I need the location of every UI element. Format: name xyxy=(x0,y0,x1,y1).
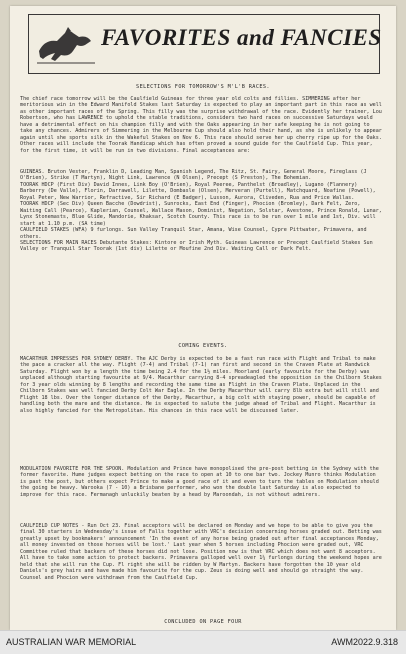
coming-events-heading: COMING EVENTS. xyxy=(178,343,228,349)
selections-heading: SELECTIONS FOR TOMORROW'S M'L'B RACES. xyxy=(136,84,270,90)
modulation-paragraph: MODULATION FAVORITE FOR THE SPOON. Modulation and Prince have monopolised the pre-post betting in the Sydney with the former favorite. Hume judges expect betting on the race to open at 10 to one bar two. Jockey Munro thinks Modulation is past the post, but others expect Prince to make a good race of it and even to turn the tables on Modulation should the going be heavy. Warooka (7 - 10) a Brisbane performer, who won the double last Saturday is also expected to improve for this race. Fermanagh unluckily beaten by a head by Maroondah, is not without admirers. xyxy=(20,466,382,498)
footer-credit: AUSTRALIAN WAR MEMORIAL xyxy=(6,637,137,647)
acceptances-paragraph: GUINEAS. Bruton Vester, Franklin D, Leading Man, Spanish Legend, The Ritz, St. Fairy, General Moore, Fireglass (J O'Brien), Strike (T Martyn), Night Link, Lawrence (N Olsen), Precept (S Preston), The Bohemian. TOORAK HDCP (First Div) David Innes, Link Boy (O'Brien), Royal Peeree, Panthelst (Broadley), Lugano (Flannery) Barberry (De Valle), Florin, Darrawell, Lilette, Dombasle (Olsen), Merveran (Purtell), Matchquard, Noafine (Powell), Royal Peter, New Warrior, Refractive, Sir Richard (E Badger), Lusson, Aurora, Cliveden, Rua and Price Wallas. TOORAK HDCP (Sec Div) Queen Bacche (Dowdrist), Sunrocks, East End (Finger), Phocion (Bromley), Dark Felt, Zero, Waiting Call (Pearce), Kaplerian, Counsel, Wallace Mason, Dominist, Negation, Solstar, Avestone, Prince Ronald, Lunar, Lynx Stonemasts, Blue Glide, Mandorie, Khaksar, Scotch County. This race is to be run over 1 mile and 1st, Div. will start at 1.10 p.m. (SA time) CAULFIELD STAKES (WFA) 9 furlongs. Sun Valley Tranquil Star, Amana, Wise Counsel, Cypre Pittwater, Primavera, and others. SELECTIONS FOR MAIN RACES Debutante Stakes: Kintore or Irish Myth. Guineas Lawrence or Precept Caulfield Stakes Sun Valley or Tranquil Star Toorak (1st div) Lilette or Moufine 2nd Div. Waiting Call or Dark Felt. xyxy=(20,169,382,253)
caulfield-cup-paragraph: CAULFIELD CUP NOTES - Run Oct 23. Final acceptors will be declared on Monday and we hope to be able to give you the final 30 starters in Wednesday's issue of Falls together with VRC's decision concerning horses graded out. Betting was greatly upset by bookmakers' announcement 'In the event of any horse being graded out after final acceptances Monday, all money invested on those horses will be lost.' Last year when 5 horses including Phocion were graded out, VRC Committee ruled that backers of these horses did not lose. Position now is that VRC which does not want 8 acceptors. All have to take some action to protect backers. Primavera galloped well over 1¼ furlongs during the weekend hopes are held that she will run the Cup. Fl right she will be ridden by W Martyn. Backers have forgotten the 10 year old Daniels's grey hairs and have made him favourite for the cup. Zeus is doing well and should go straight the way. Counsel and Phocion were withdrawn from the Caulfield Cup. xyxy=(20,523,385,581)
newsletter-page xyxy=(10,6,396,630)
masthead xyxy=(28,14,380,74)
masthead-title: FAVORITES and FANCIES xyxy=(101,25,382,50)
footer-reference: AWM2022.9.318 xyxy=(331,637,398,647)
racehorse-icon xyxy=(35,21,97,67)
continued-note: CONCLUDED ON PAGE FOUR xyxy=(164,619,242,625)
macarthur-paragraph: MACARTHUR IMPRESSES FOR SYDNEY DERBY. The AJC Derby is expected to be a fast run race with Flight and Tribal to make the pace a cracker all the way. Flight (7-4) and Tribal (7-1) ran first and second in the Craven Plate at Randwick Saturday. Flight won by a length the time being 2.4 for the 1½ miles. Moorland (early favourite for the Derby) was unplaced although starting favourite at 9/4. Macarthur carrying 8-4 spreadeagled the opposition in the Chilborn Stakes for 3 year olds winning by 8 lengths and recording the same time as Flight in the Craven Plate. Unplaced in the Chilborn Stakes was well fancied Derby Colt War Eagle. In the Derby Macarthur will carry 8lb extra but will still and Flight 18 lbs. Over the longer distance of the Derby, Macarthur, a big colt with staying power, should be capable of handling both the mare and the distance. He is expected to salute the judge ahead of Tribal and Flight. Macarthur is also highly fancied for the Metropolitan. His chances in this race will be discussed later. xyxy=(20,356,385,414)
footer-bar xyxy=(0,630,406,654)
intro-paragraph: The chief race tomorrow will be the Caulfield Guineas for three year old colts and fillies. SIMMERING after her meritorious win in the Edward Manifold Stakes last Saturday is expected to play an important part in this race as well as other important races of the Spring. This filly was the surprise withdrawal of the race. Evidently her trainer, Lou Robertson, who has LAWRENCE to uphold the stable traditions, considers two hard races on successive Saturdays would have a detrimental effect on his champion filly and with the Oaks appearing in her safe keeping he is not going to take any chances. Admirers of Simmering in the Melbourne Cup should also hold their hand, as she is unlikely to appear again until she sports silk in the Wakeful Stakes on Nov 6. This race should serve her up cherry ripe up for the Oaks. Other races will include the Toorak Handicap which has often proved a sound guide for the Caulfield Cup. This year, for the first time, it will be run in two divisions. Final acceptances are: xyxy=(20,96,385,154)
